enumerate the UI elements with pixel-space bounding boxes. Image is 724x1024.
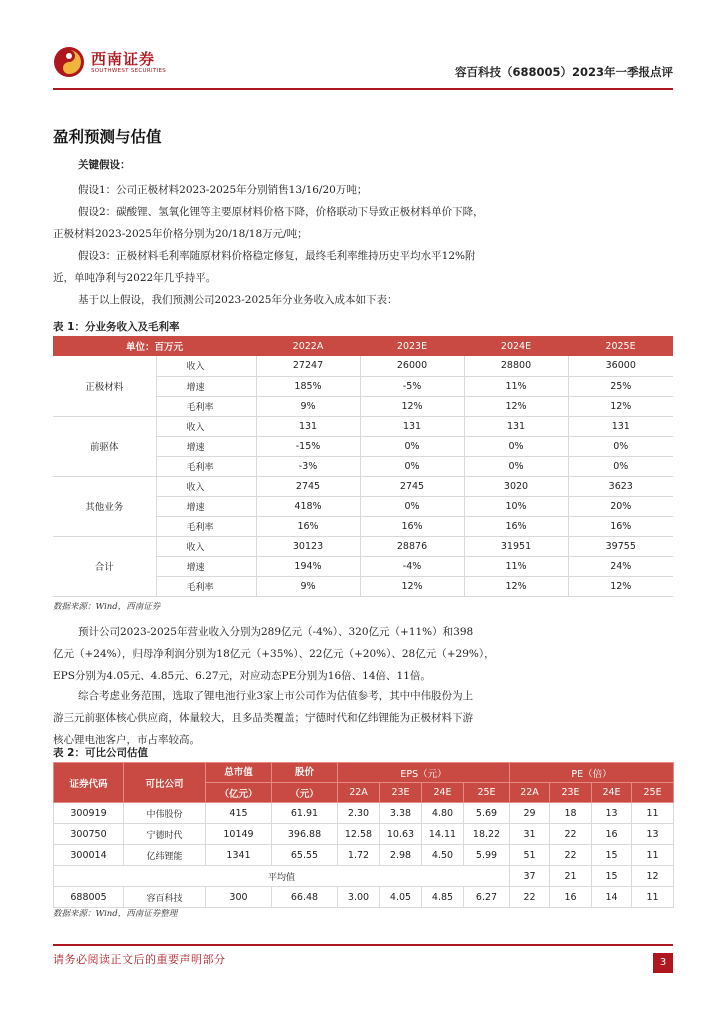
year-header: 2024E (464, 336, 568, 356)
value-cell: 28800 (464, 356, 568, 376)
eps-value: 4.50 (422, 845, 464, 866)
eps-value: 4.05 (380, 887, 422, 908)
year-header: 2023E (360, 336, 464, 356)
year-header: 2025E (568, 336, 673, 356)
value-cell: 24% (568, 556, 673, 576)
valuation-paragraph (53, 685, 673, 751)
security-code: 300014 (54, 845, 124, 866)
logo-text-en: SOUTHWEST SECURITIES (91, 68, 167, 74)
pe-year-header: 24E (592, 783, 632, 803)
pe-value: 31 (510, 824, 550, 845)
company-name: 中伟股份 (124, 803, 206, 824)
value-cell: 26000 (360, 356, 464, 376)
value-cell: 10% (464, 496, 568, 516)
average-pe: 12 (632, 866, 674, 887)
eps-value: 5.69 (464, 803, 510, 824)
average-pe: 15 (592, 866, 632, 887)
unit-header: 单位：百万元 (53, 336, 256, 356)
value-cell: 9% (256, 576, 360, 596)
company-name: 亿纬锂能 (124, 845, 206, 866)
table2-source: 数据来源：Wind，西南证券整理 (53, 909, 178, 919)
page-header (53, 38, 673, 90)
pe-value: 22 (550, 845, 592, 866)
segment-name: 正极材料 (53, 356, 156, 416)
metric-label: 收入 (156, 476, 256, 496)
footer-divider (53, 944, 673, 946)
metric-label: 增速 (156, 376, 256, 396)
eps-value: 12.58 (338, 824, 380, 845)
forecast-line: 亿元（+24%），归母净利润分别为18亿元（+35%）、22亿元（+20%）、28亿元（+29%）， (53, 648, 495, 660)
table-row (53, 356, 673, 376)
security-code: 688005 (54, 887, 124, 908)
page-number: 3 (653, 953, 673, 973)
eps-value: 3.38 (380, 803, 422, 824)
average-label: 平均值 (54, 866, 510, 887)
eps-value: 3.00 (338, 887, 380, 908)
assumption-line: 假设3：正极材料毛利率随原材料价格稳定修复，最终毛利率维持历史平均水平12%附 (78, 250, 476, 262)
value-cell: 9% (256, 396, 360, 416)
pe-value: 14 (592, 887, 632, 908)
value-cell: 16% (464, 516, 568, 536)
eps-year-header: 23E (380, 783, 422, 803)
year-header: 2022A (256, 336, 360, 356)
metric-label: 增速 (156, 496, 256, 516)
pe-value: 11 (632, 845, 674, 866)
assumption-line: 假设2：碳酸锂、氢氧化锂等主要原材料价格下降，价格联动下导致正极材料单价下降， (78, 206, 484, 218)
metric-label: 毛利率 (156, 576, 256, 596)
value-cell: 20% (568, 496, 673, 516)
value-cell: 131 (256, 416, 360, 436)
value-cell: 12% (464, 576, 568, 596)
table-row (53, 476, 673, 496)
value-cell: 16% (256, 516, 360, 536)
eps-year-header: 25E (464, 783, 510, 803)
value-cell: 185% (256, 376, 360, 396)
eps-value: 2.98 (380, 845, 422, 866)
value-cell: 39755 (568, 536, 673, 556)
company-name: 宁德时代 (124, 824, 206, 845)
eps-value: 14.11 (422, 824, 464, 845)
value-cell: 194% (256, 556, 360, 576)
logo-text-cn: 西南证券 (91, 50, 156, 68)
disclaimer-notice: 请务必阅读正文后的重要声明部分 (53, 953, 226, 966)
header-divider (53, 88, 673, 90)
table-header-row (53, 336, 673, 356)
value-cell: 0% (360, 436, 464, 456)
value-cell: 0% (568, 436, 673, 456)
section-title: 盈利预测与估值 (53, 128, 162, 146)
eps-value: 6.27 (464, 887, 510, 908)
market-cap: 1341 (206, 845, 272, 866)
assumptions-block (53, 179, 673, 311)
metric-label: 毛利率 (156, 396, 256, 416)
eps-group-header: EPS（元） (338, 763, 510, 783)
value-cell: 131 (568, 416, 673, 436)
segment-name: 前驱体 (53, 416, 156, 476)
assumption-line: 基于以上假设，我们预测公司2023-2025年分业务收入成本如下表： (78, 294, 398, 306)
value-cell: -5% (360, 376, 464, 396)
value-cell: -4% (360, 556, 464, 576)
company-header: 可比公司 (124, 763, 206, 803)
eps-year-header: 24E (422, 783, 464, 803)
assumption-line: 假设1：公司正极材料2023-2025年分别销售13/16/20万吨； (78, 184, 368, 196)
pe-value: 11 (632, 803, 674, 824)
value-cell: 12% (360, 576, 464, 596)
pe-value: 11 (632, 887, 674, 908)
market-cap: 415 (206, 803, 272, 824)
forecast-line: EPS分别为4.05元、4.85元、6.27元，对应动态PE分别为16倍、14倍、11倍。 (53, 670, 431, 682)
logo-icon (53, 46, 85, 78)
value-cell: 2745 (256, 476, 360, 496)
table2-header-row-1 (54, 763, 674, 783)
value-cell: -3% (256, 456, 360, 476)
pe-value: 22 (510, 887, 550, 908)
eps-value: 10.63 (380, 824, 422, 845)
value-cell: 12% (360, 396, 464, 416)
valuation-line: 核心锂电池客户，市占率较高。 (53, 734, 200, 746)
share-price: 65.55 (272, 845, 338, 866)
pe-value: 15 (592, 845, 632, 866)
key-assumptions-title: 关键假设： (78, 159, 131, 171)
assumption-line: 近，单吨净利与2022年几乎持平。 (53, 272, 217, 284)
forecast-line: 预计公司2023-2025年营业收入分别为289亿元（-4%）、320亿元（+11%）和398 (78, 626, 474, 638)
value-cell: 11% (464, 376, 568, 396)
value-cell: 27247 (256, 356, 360, 376)
pe-value: 13 (632, 824, 674, 845)
forecast-paragraph (53, 621, 673, 687)
table-row (54, 887, 674, 908)
value-cell: 0% (464, 436, 568, 456)
value-cell: 0% (360, 496, 464, 516)
value-cell: 12% (568, 576, 673, 596)
pe-value: 51 (510, 845, 550, 866)
metric-label: 毛利率 (156, 456, 256, 476)
pe-value: 18 (550, 803, 592, 824)
metric-label: 收入 (156, 536, 256, 556)
pe-value: 29 (510, 803, 550, 824)
value-cell: 31951 (464, 536, 568, 556)
value-cell: 0% (360, 456, 464, 476)
value-cell: 418% (256, 496, 360, 516)
value-cell: 16% (568, 516, 673, 536)
valuation-line: 综合考虑业务范围，选取了锂电池行业3家上市公司作为估值参考，其中中伟股份为上 (78, 690, 474, 702)
metric-label: 增速 (156, 436, 256, 456)
eps-value: 4.85 (422, 887, 464, 908)
value-cell: -15% (256, 436, 360, 456)
value-cell: 28876 (360, 536, 464, 556)
pe-year-header: 22A (510, 783, 550, 803)
market-cap: 10149 (206, 824, 272, 845)
security-code: 300919 (54, 803, 124, 824)
report-title: 容百科技（688005）2023年一季报点评 (454, 65, 673, 79)
market-cap: 300 (206, 887, 272, 908)
table-row (54, 803, 674, 824)
segment-revenue-table (53, 336, 673, 597)
value-cell: 131 (360, 416, 464, 436)
value-cell: 30123 (256, 536, 360, 556)
share-price: 66.48 (272, 887, 338, 908)
pe-value: 22 (550, 824, 592, 845)
average-pe: 21 (550, 866, 592, 887)
eps-value: 4.80 (422, 803, 464, 824)
security-code: 300750 (54, 824, 124, 845)
value-cell: 3020 (464, 476, 568, 496)
value-cell: 16% (360, 516, 464, 536)
table-row (54, 845, 674, 866)
market-cap-header: 总市值 (206, 763, 272, 783)
pe-year-header: 23E (550, 783, 592, 803)
assumption-line: 正极材料2023-2025年价格分别为20/18/18万元/吨； (53, 228, 308, 240)
code-header: 证券代码 (54, 763, 124, 803)
market-cap-unit: （亿元） (206, 783, 272, 803)
pe-group-header: PE（倍） (510, 763, 674, 783)
table1-source: 数据来源：Wind，西南证券 (53, 602, 161, 612)
value-cell: 11% (464, 556, 568, 576)
company-name: 容百科技 (124, 887, 206, 908)
eps-year-header: 22A (338, 783, 380, 803)
table-row (53, 416, 673, 436)
value-cell: 2745 (360, 476, 464, 496)
average-pe: 37 (510, 866, 550, 887)
metric-label: 收入 (156, 416, 256, 436)
value-cell: 12% (464, 396, 568, 416)
pe-value: 13 (592, 803, 632, 824)
eps-value: 1.72 (338, 845, 380, 866)
table-row (54, 824, 674, 845)
share-price: 396.88 (272, 824, 338, 845)
eps-value: 5.99 (464, 845, 510, 866)
pe-value: 16 (550, 887, 592, 908)
eps-value: 18.22 (464, 824, 510, 845)
value-cell: 131 (464, 416, 568, 436)
pe-year-header: 25E (632, 783, 674, 803)
table2-caption: 表 2：可比公司估值 (53, 747, 148, 759)
price-unit: （元） (272, 783, 338, 803)
table-row (53, 536, 673, 556)
segment-name: 其他业务 (53, 476, 156, 536)
company-logo (53, 44, 203, 84)
metric-label: 增速 (156, 556, 256, 576)
share-price: 61.91 (272, 803, 338, 824)
price-header: 股价 (272, 763, 338, 783)
value-cell: 12% (568, 396, 673, 416)
metric-label: 收入 (156, 356, 256, 376)
average-row (54, 866, 674, 887)
comparable-valuation-table (53, 762, 674, 908)
pe-value: 16 (592, 824, 632, 845)
value-cell: 0% (568, 456, 673, 476)
value-cell: 0% (464, 456, 568, 476)
value-cell: 36000 (568, 356, 673, 376)
eps-value: 2.30 (338, 803, 380, 824)
value-cell: 3623 (568, 476, 673, 496)
valuation-line: 游三元前驱体核心供应商，体量较大，且多品类覆盖；宁德时代和亿纬锂能为正极材料下游 (53, 712, 473, 724)
value-cell: 25% (568, 376, 673, 396)
table1-caption: 表 1：分业务收入及毛利率 (53, 321, 180, 333)
metric-label: 毛利率 (156, 516, 256, 536)
segment-name: 合计 (53, 536, 156, 596)
